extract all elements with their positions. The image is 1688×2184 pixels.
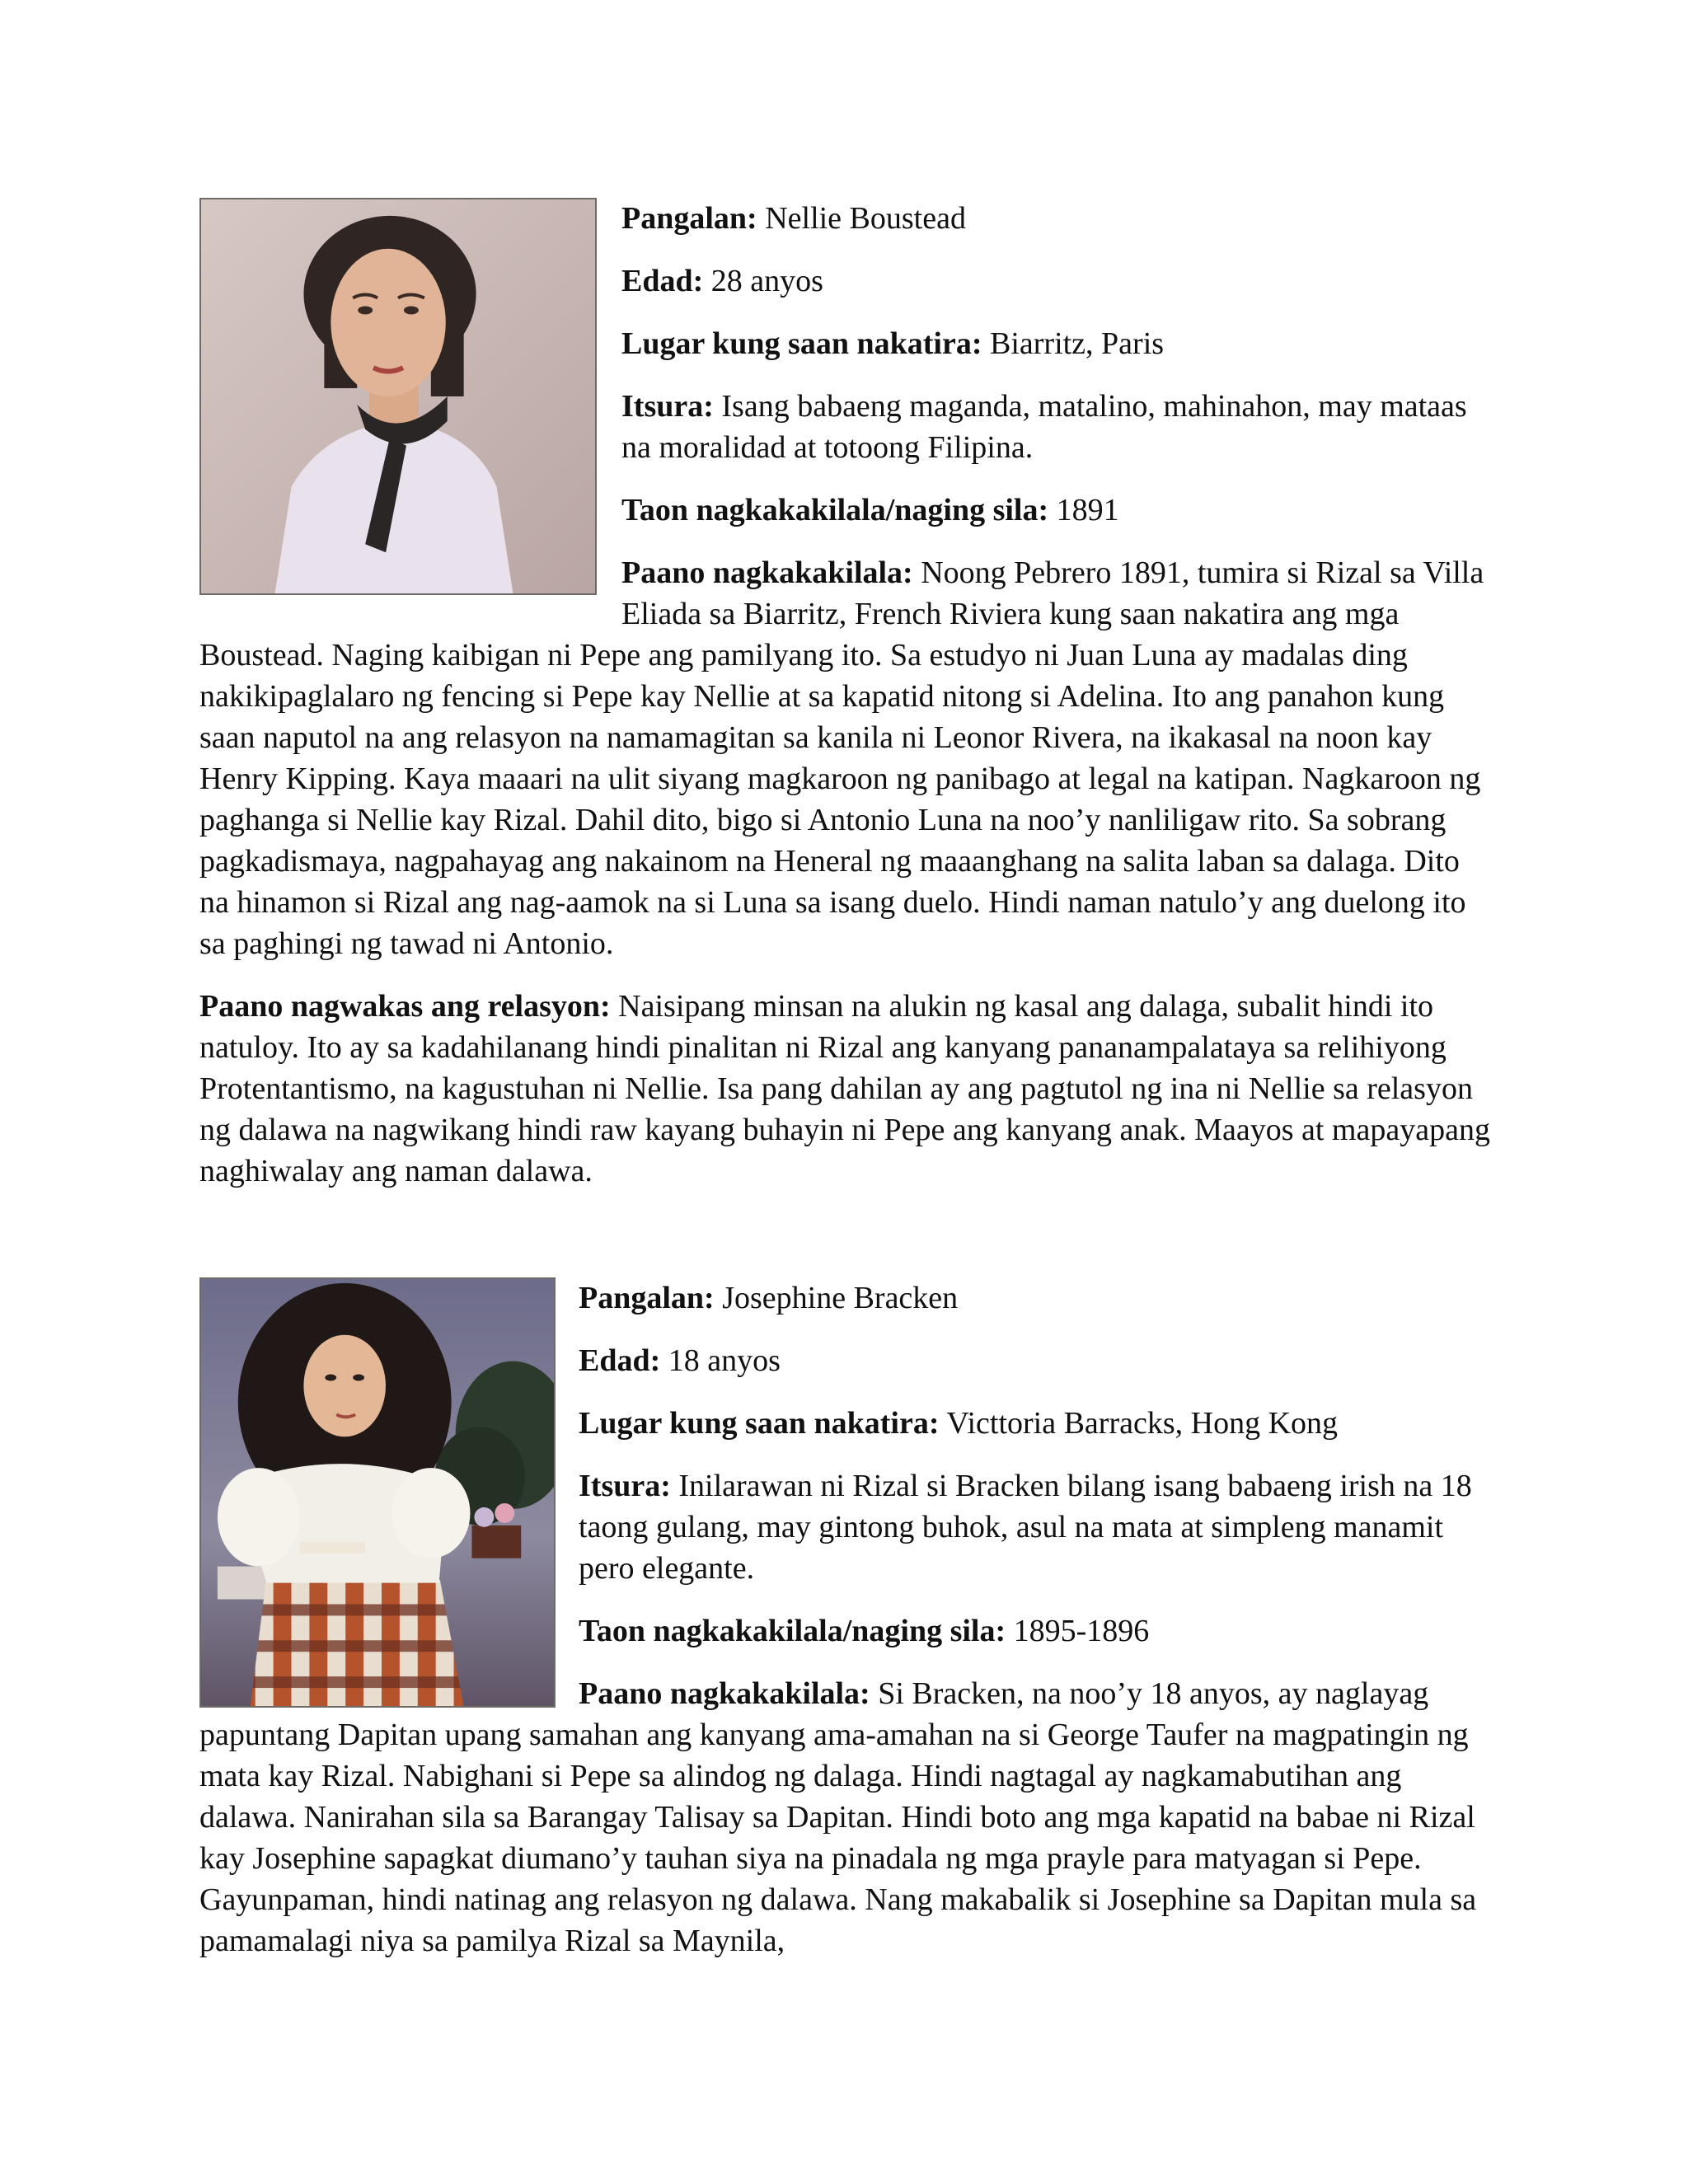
field-label: Itsura: <box>621 389 714 424</box>
field-label: Taon nagkakakilala/naging sila: <box>579 1614 1006 1648</box>
field-label: Itsura: <box>579 1469 671 1503</box>
field-value: Nellie Boustead <box>765 201 966 236</box>
field-value: Biarritz, Paris <box>989 326 1165 361</box>
field-value: Si Bracken, na noo’y 18 anyos, ay naglayag papuntang Dapitan upang samahan ang kanyang ama-amahan na si George Taufer na magpatingin ng mata kay Rizal. Nabighani si Pepe sa alindog ng dalaga. Hindi nagtagal ay nagkamabutihan ang dalawa. Nanirahan sila sa Barangay Talisay sa Dapitan. Hindi boto ang mga kapatid na babae ni Rizal kay Josephine sapagkat diumano’y tauhan siya na pinadala ng mga prayle para matyagan si Pepe. Gayunpaman, hindi natinag ang relasyon ng dalawa. Nang makabalik si Josephine sa Dapitan mula sa pamamalagi niya sa pamilya Rizal sa Maynila, <box>199 1676 1477 1958</box>
field-value: 1895-1896 <box>1013 1614 1150 1648</box>
field-label: Taon nagkakakilala/naging sila: <box>621 493 1049 527</box>
field-how-met <box>199 1673 1490 1961</box>
field-label: Edad: <box>621 264 704 298</box>
portrait-photo-image <box>201 199 595 593</box>
field-value: Noong Pebrero 1891, tumira si Rizal sa Villa Eliada sa Biarritz, French Riviera kung saan nakatira ang mga Boustead. Naging kaibigan ni Pepe ang pamilyang ito. Sa estudyo ni Juan Luna ay madalas ding nakikipaglalaro ng fencing si Pepe kay Nellie at sa kapatid nitong si Adelina. Ito ang panahon kung saan naputol na ang relasyon na namamagitan sa kanila ni Leonor Rivera, na ikakasal na noon kay Henry Kipping. Kaya maaari na ulit siyang magkaroon ng panibago at legal na katipan. Nagkaroon ng paghanga si Nellie kay Rizal. Dahil dito, bigo si Antonio Luna na noo’y nanliligaw rito. Sa sobrang pagkadismaya, nagpahayag ang nakainom na Heneral ng maaanghang na salita laban sa dalaga. Dito na hinamon si Rizal ang nag-aamok na si Luna sa isang duelo. Hindi naman natulo’y ang duelong ito sa paghingi ng tawad ni Antonio. <box>199 555 1484 961</box>
field-label: Pangalan: <box>579 1281 715 1315</box>
field-value: 18 anyos <box>668 1343 781 1378</box>
field-how-met <box>199 552 1490 964</box>
field-label: Lugar kung saan nakatira: <box>621 326 982 361</box>
field-value: 28 anyos <box>710 264 823 298</box>
portrait-painting-image <box>201 1279 554 1706</box>
field-label: Paano nagkakakilala: <box>621 555 913 590</box>
field-value: Victtoria Barracks, Hong Kong <box>946 1406 1339 1441</box>
portrait-photo-icon <box>199 198 597 595</box>
field-value: Josephine Bracken <box>722 1281 959 1315</box>
field-label: Lugar kung saan nakatira: <box>579 1406 940 1441</box>
field-label: Paano nagkakakilala: <box>579 1676 870 1711</box>
field-value: 1891 <box>1056 493 1119 527</box>
portrait-painting-icon <box>199 1277 556 1708</box>
field-label: Pangalan: <box>621 201 757 236</box>
field-value: Isang babaeng maganda, matalino, mahinahon, may mataas na moralidad at totoong Filipina. <box>621 389 1467 465</box>
field-label: Edad: <box>579 1343 661 1378</box>
field-how-ended <box>199 986 1490 1192</box>
profile-josephine-bracken <box>199 1277 1490 1983</box>
field-label: Paano nagwakas ang relasyon: <box>199 989 611 1024</box>
profile-nellie-boustead <box>199 198 1490 1213</box>
field-value: Naisipang minsan na alukin ng kasal ang dalaga, subalit hindi ito natuloy. Ito ay sa kadahilanang hindi pinalitan ni Rizal ang kanyang pananampalataya sa relihiyong Protentantismo, na kagustuhan ni Nellie. Isa pang dahilan ay ang pagtutol ng ina ni Nellie sa relasyon ng dalawa na nagwikang hindi raw kayang buhayin ni Pepe ang kanyang anak. Maayos at mapayapang naghiwalay ang naman dalawa. <box>199 989 1490 1188</box>
field-value: Inilarawan ni Rizal si Bracken bilang isang babaeng irish na 18 taong gulang, may gintong buhok, asul na mata at simpleng manamit pero elegante. <box>579 1469 1472 1586</box>
